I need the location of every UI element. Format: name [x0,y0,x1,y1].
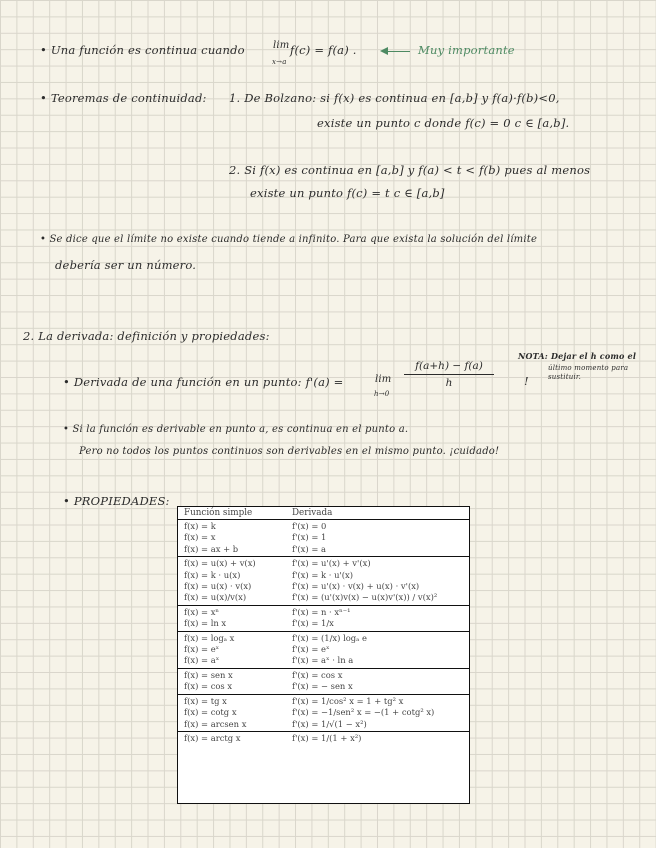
function-cell: f(x) = u(x)/v(x) [184,592,247,603]
arrow-left-icon [382,51,410,52]
table-row [178,644,469,655]
derivative-cell: f'(x) = a [292,543,326,554]
darboux-theorem-line2: existe un punto f(c) = t c ∈ [a,b] [250,186,445,200]
table-body [178,519,469,745]
function-cell: f(x) = cotg x [184,707,237,718]
derivative-cell: f'(x) = (u'(x)v(x) − u(x)v'(x)) / v(x)² [292,592,438,603]
bolzano-theorem-line2: existe un punto c donde f(c) = 0 c ∈ [a,b]. [317,116,570,130]
table-row [178,521,469,532]
function-cell: f(x) = ax + b [184,543,239,554]
derivative-cell: f'(x) = (1/x) logₐ e [292,632,368,643]
table-group [178,694,469,731]
table-row [178,733,469,744]
derivative-cell: f'(x) = u'(x) · v(x) + u(x) · v'(x) [292,581,420,592]
limit-note-line1: • Se dice que el límite no existe cuando tiende a infinito. Para que exista la solución del límite [40,234,538,245]
bolzano-theorem-line1: 1. De Bolzano: si f(x) es continua en [a,b] y f(a)·f(b)<0, [229,91,560,105]
function-cell: f(x) = x [184,532,216,543]
derivative-cell: f'(x) = u'(x) + v'(x) [292,558,371,569]
derivative-cell: f'(x) = eˣ [292,644,330,655]
table-row [178,592,469,603]
derivative-cell: f'(x) = −1/sen² x = −(1 + cotg² x) [292,707,435,718]
table-row [178,607,469,618]
darboux-theorem-line1: 2. Si f(x) es continua en [a,b] y f(a) < t < f(b) pues al menos [229,163,591,177]
table-row [178,558,469,569]
function-cell: f(x) = arcsen x [184,718,247,729]
header-simple-function: Función simple [184,508,253,518]
nota-line2: último momento para [548,364,629,372]
derivative-denominator: h [445,377,453,389]
derivative-cell: f'(x) = 0 [292,521,327,531]
derivative-cell: f'(x) = 1/√(1 − x²) [292,718,367,729]
continuity-expression: f(c) = f(a) . [290,43,357,57]
derivative-cell: f'(x) = 1/cos² x = 1 + tg² x [292,695,404,706]
derivative-cell: f'(x) = 1 [292,532,327,543]
table-row [178,655,469,666]
derivative-limit-word: lim [375,374,392,385]
derivative-numerator: f(a+h) − f(a) [415,360,483,372]
derivative-cell: f'(x) = k · u'(x) [292,569,354,580]
function-cell: f(x) = eˣ [184,644,220,655]
derivative-fraction [404,360,494,389]
table-group [178,631,469,668]
function-cell: f(x) = u(x) + v(x) [184,558,256,569]
function-cell: f(x) = logₐ x [184,632,235,643]
function-cell: f(x) = sen x [184,669,233,680]
table-group [178,731,469,745]
table-row [178,618,469,629]
table-row [178,633,469,644]
attention-mark: ! [524,374,529,388]
function-cell: f(x) = aˣ [184,655,220,666]
table-row [178,681,469,692]
section-title: 2. La derivada: definición y propiedades: [23,329,270,343]
table-row [178,719,469,730]
table-row [178,581,469,592]
limit-word: lim [273,40,290,51]
continuity-definition: • Una función es continua cuando [40,43,245,57]
function-cell: f(x) = tg x [184,695,227,706]
table-row [178,532,469,543]
differentiability-line2: Pero no todos los puntos continuos son derivables en el mismo punto. ¡cuidado! [79,446,500,457]
derivative-cell: f'(x) = − sen x [292,681,353,692]
table-row [178,696,469,707]
limit-subscript: x→a [272,58,287,66]
nota-line1: NOTA: Dejar el h como el [518,351,637,361]
derivative-definition: • Derivada de una función en un punto: f'(a) = [63,375,344,389]
header-derivative: Derivada [292,508,333,518]
derivative-limit-subscript: h→0 [374,390,390,398]
theorems-label: • Teoremas de continuidad: [40,91,207,105]
table-row [178,544,469,555]
function-cell: f(x) = k [184,521,216,531]
table-row [178,670,469,681]
table-header [178,507,469,519]
table-group [178,668,469,694]
table-group [178,556,469,605]
function-cell: f(x) = ln x [184,618,227,629]
important-note: Muy importante [418,43,515,57]
differentiability-line1: • Si la función es derivable en punto a, es continua en el punto a. [63,424,409,435]
derivative-table [177,506,470,804]
table-row [178,570,469,581]
function-cell: f(x) = xⁿ [184,606,220,617]
table-row [178,707,469,718]
function-cell: f(x) = k · u(x) [184,569,241,580]
fraction-bar [404,374,494,375]
table-group [178,519,469,556]
table-group [178,605,469,631]
derivative-cell: f'(x) = 1/x [292,618,334,629]
function-cell: f(x) = arctg x [184,732,241,743]
derivative-cell: f'(x) = cos x [292,669,343,680]
function-cell: f(x) = u(x) · v(x) [184,581,252,592]
derivative-cell: f'(x) = aˣ · ln a [292,655,354,666]
function-cell: f(x) = cos x [184,681,233,692]
nota-line3: sustituir. [548,373,582,381]
properties-label: • PROPIEDADES: [63,494,170,508]
derivative-cell: f'(x) = 1/(1 + x²) [292,732,362,743]
limit-note-line2: debería ser un número. [55,258,197,272]
derivative-cell: f'(x) = n · xⁿ⁻¹ [292,606,351,617]
